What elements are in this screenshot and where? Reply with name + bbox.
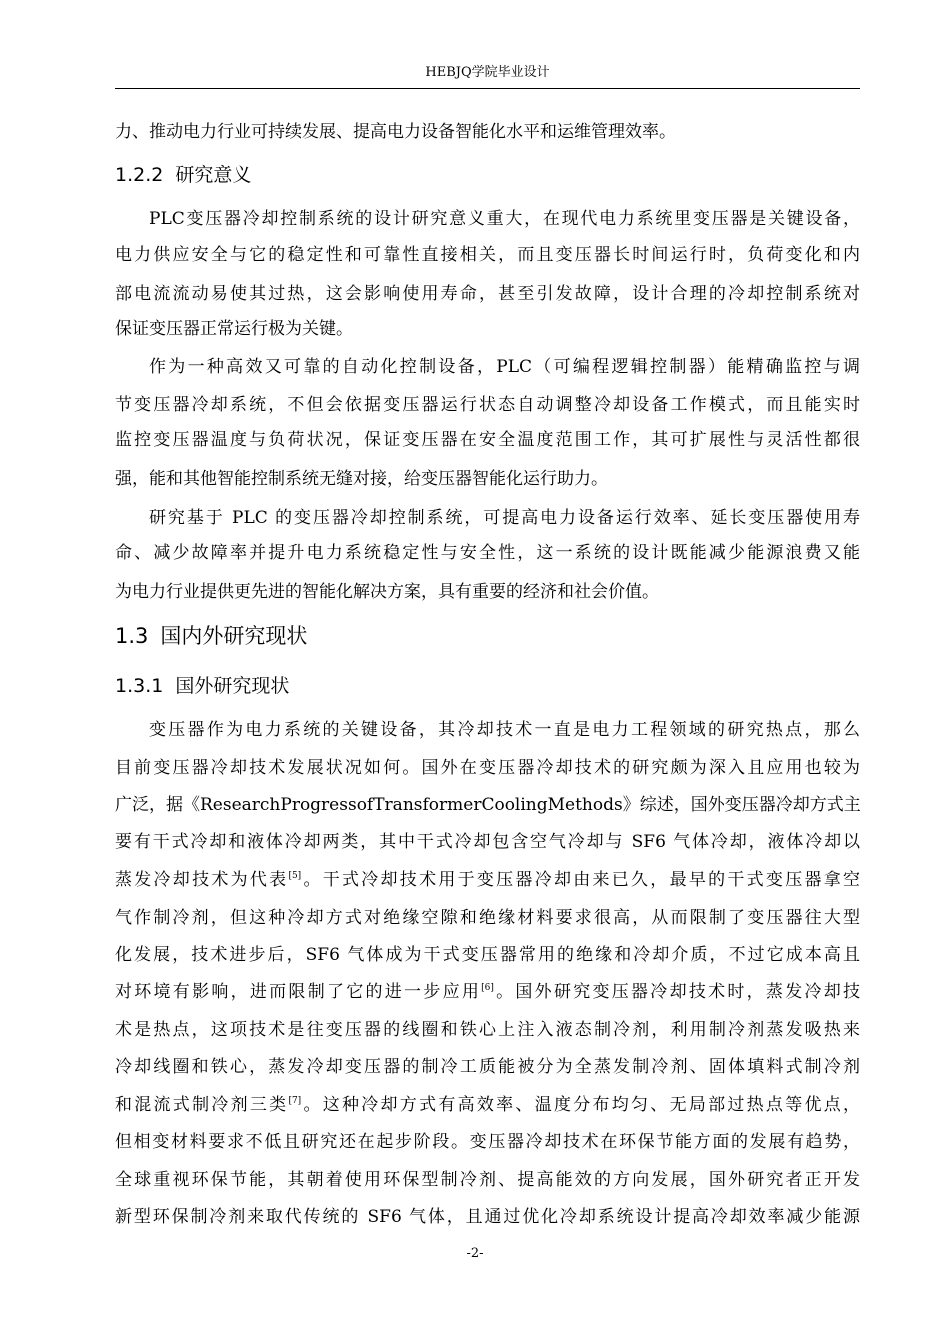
paragraph-line [115,866,860,894]
text-run: 和混流式制冷剂三类 [115,1095,289,1115]
section-heading-1-3-1 [115,671,289,701]
paragraph-line: 强，能和其他智能控制系统无缝对接，给变压器智能化运行助力。 [115,469,608,489]
paragraph-line: 要有干式冷却和液体冷却两类，其中干式冷却包含空气冷却与 SF6 气体冷却，液体冷却以 [115,832,860,852]
section-number: 1.3.1 [115,675,164,697]
paragraph-line: 全球重视环保节能，其朝着使用环保型制冷剂、提高能效的方向发展，国外研究者正开发 [115,1170,860,1190]
citation-ref: [7] [288,1096,302,1106]
paragraph-line: 气作制冷剂，但这种冷却方式对绝缘空隙和绝缘材料要求很高，从而限制了变压器往大型 [115,908,860,928]
section-title: 国内外研究现状 [160,624,308,648]
paragraph-line: 研究基于 PLC 的变压器冷却控制系统，可提高电力设备运行效率、延长变压器使用寿 [149,508,860,528]
text-run: 蒸发冷却技术为代表 [115,870,289,890]
page-number: -2- [466,1246,484,1261]
section-number: 1.3 [115,624,149,648]
paragraph-line: 保证变压器正常运行极为关键。 [115,319,353,339]
paragraph-line: 作为一种高效又可靠的自动化控制设备，PLC（可编程逻辑控制器）能精确监控与调 [149,357,860,377]
citation-ref: [5] [288,871,302,881]
paragraph-line [115,1091,860,1119]
paragraph-line: 目前变压器冷却技术发展状况如何。国外在变压器冷却技术的研究颇为深入且应用也较为 [115,758,860,778]
paragraph-line: 部电流流动易使其过热，这会影响使用寿命，甚至引发故障，设计合理的冷却控制系统对 [115,284,860,304]
page-header: HEBJQ学院毕业设计 [425,65,550,80]
paragraph-line: 监控变压器温度与负荷状况，保证变压器在安全温度范围工作，其可扩展性与灵活性都很 [115,430,860,450]
text-run: 。国外研究变压器冷却技术时，蒸发冷却技 [493,982,860,1002]
paragraph-line: 化发展，技术进步后，SF6 气体成为干式变压器常用的绝缘和冷却介质，不过它成本高且 [115,945,860,965]
paragraph-line: 变压器作为电力系统的关键设备，其冷却技术一直是电力工程领域的研究热点，那么 [149,720,860,740]
paragraph-line [115,978,860,1006]
header-rule [115,88,860,89]
paragraph-line: 但相变材料要求不低且研究还在起步阶段。变压器冷却技术在环保节能方面的发展有趋势， [115,1132,860,1152]
text-run: 对环境有影响，进而限制了它的进一步应用 [115,982,482,1002]
section-title: 国外研究现状 [175,675,290,697]
section-title: 研究意义 [175,164,252,186]
section-heading-1-2-2 [115,160,251,190]
paragraph-line: 为电力行业提供更先进的智能化解决方案，具有重要的经济和社会价值。 [115,582,659,602]
text-run: 。这种冷却方式有高效率、温度分布均匀、无局部过热点等优点， [301,1095,861,1115]
paragraph-line: 新型环保制冷剂来取代传统的 SF6 气体，且通过优化冷却系统设计提高冷却效率减少能源 [115,1207,860,1227]
paragraph-line: 术是热点，这项技术是往变压器的线圈和铁心上注入液态制冷剂，利用制冷剂蒸发吸热来 [115,1020,860,1040]
continuation-line: 力、推动电力行业可持续发展、提高电力设备智能化水平和运维管理效率。 [115,122,676,142]
paragraph-line: PLC变压器冷却控制系统的设计研究意义重大，在现代电力系统里变压器是关键设备， [149,209,860,229]
paragraph-line: 冷却线圈和铁心，蒸发冷却变压器的制冷工质能被分为全蒸发制冷剂、固体填料式制冷剂 [115,1057,860,1077]
text-run: 。干式冷却技术用于变压器冷却由来已久，最早的干式变压器拿空 [301,870,861,890]
citation-ref: [6] [481,983,494,993]
section-number: 1.2.2 [115,164,164,186]
paragraph-line: 节变压器冷却系统，不但会依据变压器运行状态自动调整冷却设备工作模式，而且能实时 [115,395,860,415]
paragraph-line: 电力供应安全与它的稳定性和可靠性直接相关，而且变压器长时间运行时，负荷变化和内 [115,245,860,265]
section-heading-1-3 [115,620,307,652]
paragraph-line: 广泛，据《ResearchProgressofTransformerCoolingMethods》综述，国外变压器冷却方式主 [115,795,861,815]
paragraph-line: 命、减少故障率并提升电力系统稳定性与安全性，这一系统的设计既能减少能源浪费又能 [115,543,860,563]
